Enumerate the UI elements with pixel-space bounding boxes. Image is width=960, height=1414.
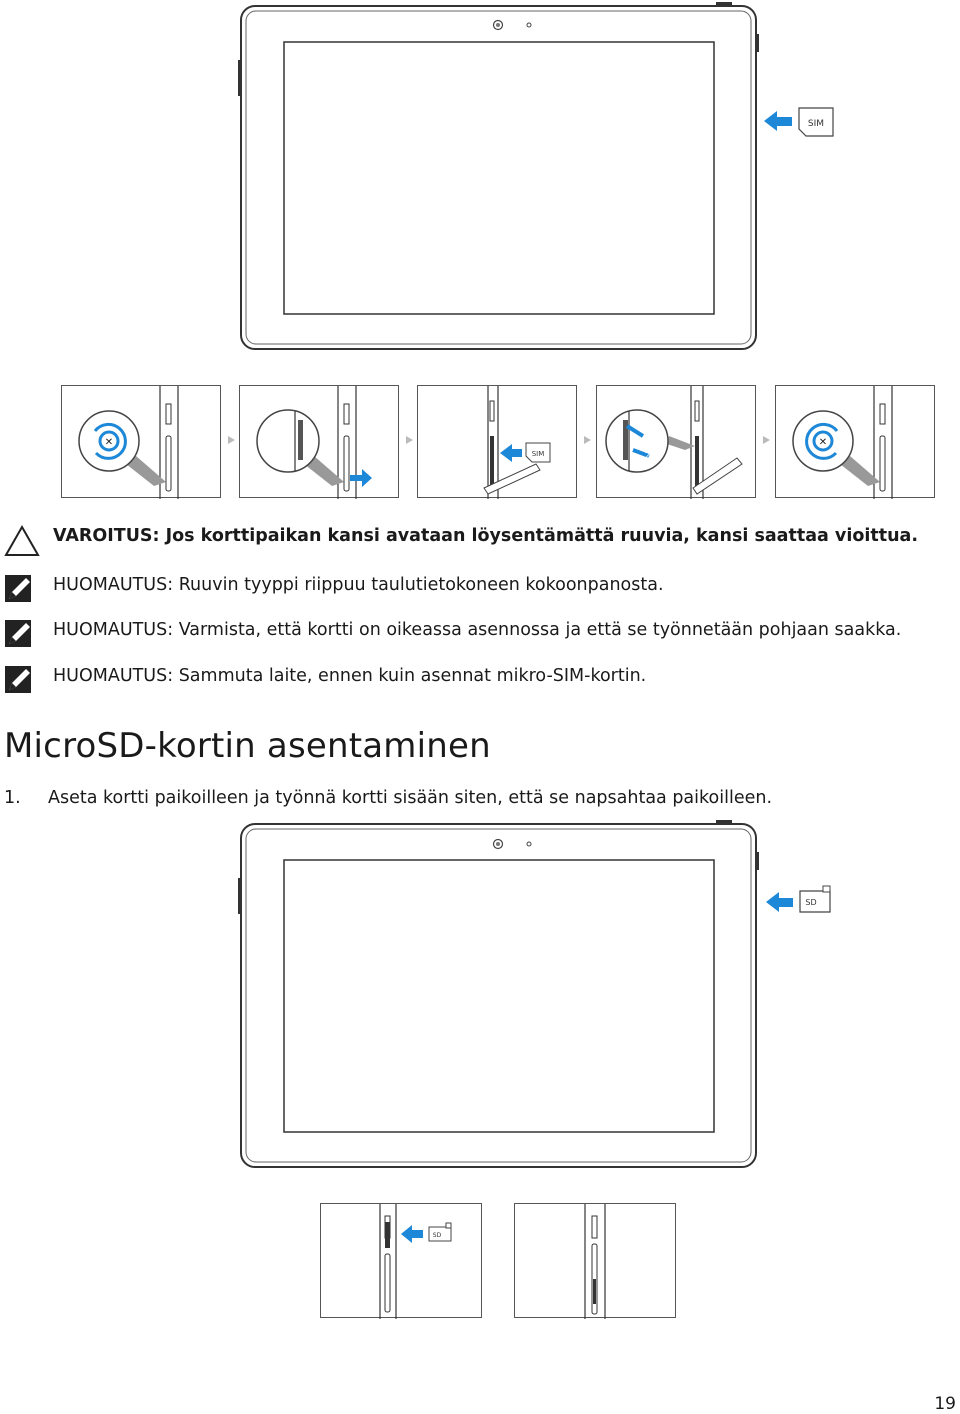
section-title: MicroSD-kortin asentaminen: [4, 726, 491, 766]
svg-text:2: 2: [645, 451, 651, 460]
page-number: 19: [934, 1394, 956, 1414]
flow-arrow-icon: [584, 436, 591, 444]
note-pencil-icon: [4, 574, 34, 604]
tablet-sim-illustration: [236, 2, 836, 354]
note-2: [0, 619, 960, 659]
svg-text:SIM: SIM: [807, 119, 825, 129]
note-1: [0, 574, 960, 614]
step-number: 1.: [4, 788, 21, 808]
svg-text:SD: SD: [805, 898, 817, 907]
strip-frame-4: [596, 385, 756, 498]
insert-arrow-icon: [764, 111, 792, 131]
note-text: HUOMAUTUS: Ruuvin tyyppi riippuu taulutietokoneen kokoonpanosta.: [53, 575, 664, 595]
note-3: [0, 665, 960, 705]
svg-text:1: 1: [641, 425, 647, 434]
tablet-sd-illustration: [236, 820, 836, 1172]
flow-arrow-icon: [406, 436, 413, 444]
note-text: HUOMAUTUS: Varmista, että kortti on oikeassa asennossa ja että se työnnetään pohjaan saakka.: [53, 620, 902, 640]
sd-card-icon: [800, 886, 830, 912]
strip-frame-3: [417, 385, 577, 498]
strip-frame-5: [775, 385, 935, 498]
svg-text:SD: SD: [432, 1232, 442, 1239]
svg-text:SIM: SIM: [531, 450, 545, 458]
insert-arrow-icon: [766, 892, 793, 912]
note-text: HUOMAUTUS: Sammuta laite, ennen kuin asennat mikro-SIM-kortin.: [53, 666, 647, 686]
warning-notice: [0, 524, 960, 564]
warning-triangle-icon: [4, 524, 40, 558]
sd-strip-frame-2: [514, 1203, 676, 1318]
note-pencil-icon: [4, 665, 34, 695]
step-text: Aseta kortti paikoilleen ja työnnä kortti sisään siten, että se napsahtaa paikoilleen.: [48, 788, 773, 808]
sim-card-icon: [799, 108, 833, 136]
warning-text: VAROITUS: Jos korttipaikan kansi avataan löysentämättä ruuvia, kansi saattaa vioittua.: [53, 526, 918, 546]
svg-text:✕: ✕: [818, 437, 828, 448]
sd-strip-frame-1: [320, 1203, 482, 1318]
flow-arrow-icon: [228, 436, 235, 444]
svg-text:✕: ✕: [104, 437, 114, 448]
flow-arrow-icon: [763, 436, 770, 444]
strip-frame-1: [61, 385, 221, 498]
strip-frame-2: [239, 385, 399, 498]
note-pencil-icon: [4, 619, 34, 649]
